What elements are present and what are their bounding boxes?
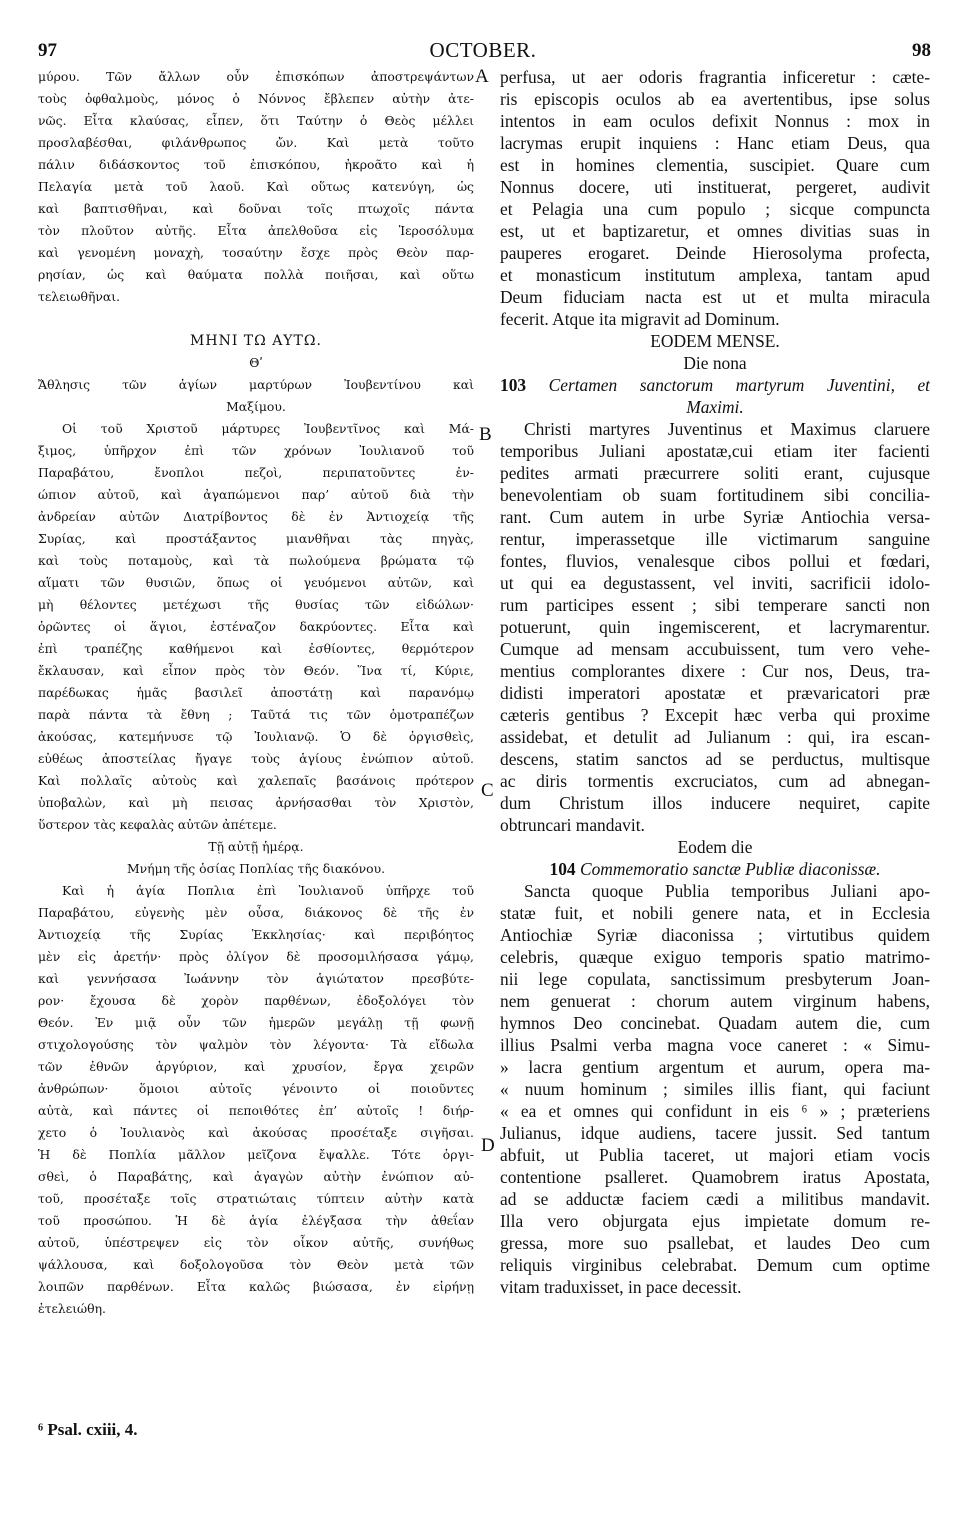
latin-text-line: pedites armati præcurrere soliti erant, cujusque <box>500 463 930 483</box>
entry-title: Commemoratio sanctæ Publiæ diaconissæ. <box>575 859 881 879</box>
latin-text-line: fecerit. Atque ita migravit ad Dominum. <box>500 309 780 329</box>
greek-text-line: ἔκλαυσαν, καὶ εἶπον πρὸς τὸν Θεόν. Ἵνα τί, Κύριε, <box>38 663 474 678</box>
latin-text-line <box>500 374 930 396</box>
latin-text-line: statæ fuit, et nobili genere nata, et in Ecclesia <box>500 903 930 923</box>
latin-text-line: rant. Cum autem in urbe Syriæ Antiochia versa- <box>500 507 930 527</box>
latin-text-line: Deum fiduciam nacta est ut et multa miracula <box>500 287 930 307</box>
latin-text-line: Christi martyres Juventinus et Maximus claruere <box>524 419 930 439</box>
latin-text-line: Antiochiæ Syriæ diaconissa ; virtutibus quidem <box>500 925 930 945</box>
latin-text-line: temporibus Juliani apostatæ,cui etiam iter facienti <box>500 441 930 461</box>
greek-text-line: σθεὶ, ὁ Παραβάτης, καὶ ἀγαγὼν αὐτὴν ἐνώπιον αὐ- <box>38 1169 474 1184</box>
latin-text-line: ad se adductæ faciem cædi a militibus mandavit. <box>500 1189 930 1209</box>
greek-text-line: Μαξίμου. <box>226 399 286 414</box>
greek-text-line: προσλαβέσθαι, φιλάνθρωπος ὤν. Καὶ μετὰ τοῦτο <box>38 135 474 150</box>
greek-text-line: Μνήμη τῆς ὁσίας Ποπλίας τῆς διακόνου. <box>126 861 386 876</box>
latin-text-line: « nuum hominum ; similes illis fiant, qui faciunt <box>500 1079 930 1099</box>
latin-text-line: nem genuerat : chorum autem virginum habens, <box>500 991 930 1011</box>
entry-number: 103 <box>500 375 527 395</box>
latin-text-line: fontes, fluvios, venalesque cibos pollui et fœdari, <box>500 551 930 571</box>
latin-text-line: Sancta quoque Publia temporibus Juliani apo- <box>524 881 930 901</box>
latin-text-line: benevolentiam ob suam fortitudinem sibi concilia- <box>500 485 930 505</box>
greek-text-line: ώπιον αὐτοῦ, καὶ ἀγαπώμενοι παρ’ αὐτοῦ διὰ τὴν <box>38 487 474 502</box>
latin-text-line: contentione psalleret. Quamobrem iratus Apostata, <box>500 1167 930 1187</box>
latin-text-line: intentos in eam oculos defixit Nonnus : mox in <box>500 111 930 131</box>
greek-text-line: ρον· ἔχουσα δὲ χορὸν παρθένων, ἐδοξολόγει τὸν <box>38 993 474 1008</box>
running-title: OCTOBER. <box>429 38 537 62</box>
latin-text-line: Die nona <box>683 353 747 373</box>
greek-text-line: νῶς. Εἶτα κλαύσας, εἶπεν, ὅτι Ταύτην ὁ Θεὸς μέλλει <box>38 113 474 128</box>
latin-text-line: reliquis virginibus celebrabat. Demum cum optime <box>500 1255 930 1275</box>
greek-text-line: Συρίας, καὶ προστάξαντος μιανθῆναι τὰς πηγὰς, <box>38 531 474 546</box>
greek-text-line: Θʹ <box>249 355 263 370</box>
latin-text-line <box>500 858 930 880</box>
latin-text-column <box>500 66 930 1298</box>
latin-text-line: obtruncari mandavit. <box>500 815 645 835</box>
greek-text-line: πάλιν διδάσκοντος τοῦ ἐπισκόπου, ἠκροᾶτο καὶ ἡ <box>38 157 474 172</box>
entry-title: Certamen sanctorum martyrum Juventini, et <box>526 375 930 395</box>
latin-text-line: « ea et omnes qui confidunt in eis ⁶ » ; præteriens <box>500 1101 930 1121</box>
greek-text-line: Παραβάτου, εὐγενὴς μὲν οὖσα, διάκονος δὲ τῆς ἐν <box>38 905 474 920</box>
greek-text-line: ἀκούσας, κατεμήνυσε τῷ Ἰουλιανῷ. Ὁ δὲ ὀργισθεὶς, <box>38 729 474 744</box>
greek-text-line: λοιπῶν παρθένων. Εἶτα καλῶς βιώσασα, ἐν εἰρήνῃ <box>38 1279 474 1294</box>
latin-text-line: est, ut et baptizaretur, et omnes divitias suas in <box>500 221 930 241</box>
latin-text-line: illius Psalmi verba magna voce caneret : « Simu- <box>500 1035 930 1055</box>
latin-text-line: Cumque ad mensam accubuissent, tum vero vehe- <box>500 639 930 659</box>
greek-text-line: καὶ γεννήσασα Ἰωάννην τὸν ἁγιώτατον πρεσβύτε- <box>38 971 474 986</box>
latin-text-line: vitam traduxisset, in pace decessit. <box>500 1277 742 1297</box>
greek-text-column <box>38 66 474 1320</box>
latin-text-line: lacrymas erupit inquiens : Hanc etiam Deus, qua <box>500 133 930 153</box>
greek-text-line: ΜΗΝΙ ΤΩ ΑΥΤΩ. <box>190 333 322 349</box>
latin-text-line: gressa, more suo psallebat, et laudes Deo cum <box>500 1233 930 1253</box>
entry-number: 104 <box>549 859 576 879</box>
greek-text-line: παρὰ πάντα τὰ ἔθνη ; Ταῦτά τις τῶν ὁμοτραπέζων <box>38 707 474 722</box>
latin-text-line: didisti imperatori apostatæ et prævaricatori præ <box>500 683 930 703</box>
latin-text-line: EODEM MENSE. <box>650 331 780 351</box>
greek-text-line: ὕστερον τὰς κεφαλὰς αὐτῶν ἀπέτεμε. <box>38 817 277 832</box>
greek-text-line: τῶν ἐθνῶν ἀργύριον, καὶ χρυσίον, ἔργα χειρῶν <box>38 1059 474 1074</box>
greek-text-line: ἀνδρείαν αὐτῶν Διατρίβοντος δὲ ἐν Ἀντιοχείᾳ τῆς <box>38 509 474 524</box>
greek-text-line: ὁρῶντες οἱ ἅγιοι, ἐστέναζον δακρύοντες. Εἶτα καὶ <box>38 619 474 634</box>
greek-text-line: παρέδωκας ἡμᾶς βασιλεῖ ἀποστάτῃ καὶ παρανόμῳ <box>38 685 474 700</box>
page-number-right: 98 <box>912 40 931 61</box>
greek-text-line: ψάλλουσα, καὶ δοξολογοῦσα τὸν Θεὸν μετὰ τῶν <box>38 1257 474 1272</box>
latin-text-line: hymnos Deo concinebat. Quadam autem die, cum <box>500 1013 930 1033</box>
latin-text-line: ac diris tormentis excruciatos, cum ad abnegan- <box>500 771 930 791</box>
greek-text-line: Ἡ δὲ Ποπλία μᾶλλον μεῖζονα ἔψαλλε. Τότε ὀργι- <box>38 1147 474 1162</box>
greek-text-line: Θεόν. Ἐν μιᾷ οὖν τῶν ἡμερῶν μεγάλῃ τῇ φωνῇ <box>38 1015 474 1030</box>
greek-text-line: χετο ὁ Ἰουλιανὸς καὶ ἀκούσας προσέταξε σιγῆσαι. <box>38 1125 474 1140</box>
latin-text-line: Julianus, idque audiens, tacere jussit. Sed tantum <box>500 1123 930 1143</box>
greek-text-line: ἐπὶ τραπέζης καθήμενοι καὶ ἐσθίοντες, θερμότερον <box>38 641 474 656</box>
greek-text-line: ρησίαν, ὡς καὶ θαύματα πολλὰ ποιῆσαι, καὶ οὕτω <box>38 267 474 282</box>
greek-text-line: Παραβάτου, ἔνοπλοι πεζοὶ, περιπατοῦντες ἐν- <box>38 465 474 480</box>
margin-marker-d: D <box>481 1135 495 1156</box>
greek-text-line: Ἄθλησις τῶν ἁγίων μαρτύρων Ἰουβεντίνου καὶ <box>38 377 474 392</box>
greek-text-line: Καὶ πολλαῖς αὐτοὺς καὶ χαλεπαῖς βασάνοις πρότερον <box>38 773 474 788</box>
latin-text-line: Illa vero objurgata ejus impietate domum re- <box>500 1211 930 1231</box>
latin-text-line: mentius complorantes dixere : Cur nos, Deus, tra- <box>500 661 930 681</box>
greek-text-line: αὐτοῦ, ὑπέστρεψεν εἰς τὸν οἶκον αὐτῆς, συνήθως <box>38 1235 474 1250</box>
latin-text-line: dum Christum illos inducere nequiret, capite <box>500 793 930 813</box>
latin-text-line: descens, statim sanctos ad se perductus, multisque <box>500 749 930 769</box>
greek-text-line: τοὺς ὀφθαλμοὺς, μόνος ὁ Νόννος ἔβλεπεν αὐτὴν ἀτε- <box>38 91 474 106</box>
latin-text-line: abfuit, ut Publia taceret, ut majori etiam vocis <box>500 1145 930 1165</box>
latin-text-line: et Pelagia una cum populo ; sicque compuncta <box>500 199 930 219</box>
margin-marker-b: B <box>479 424 492 445</box>
margin-marker-c: C <box>481 780 494 801</box>
latin-text-line: ut qui ea degustassent, vel inviti, sacrificii idolo- <box>500 573 930 593</box>
footnote: ⁶ Psal. cxiii, 4. <box>38 1420 138 1439</box>
greek-text-line: ξιμος, ὑπῆρχον ἐπὶ τῶν χρόνων Ἰουλιανοῦ τοῦ <box>38 443 474 458</box>
greek-text-line: τὸν πλοῦτον αὐτῆς. Εἶτα ἀπελθοῦσα εἰς Ἱεροσόλυμα <box>38 223 474 238</box>
greek-text-line: Οἱ τοῦ Χριστοῦ μάρτυρες Ἰουβεντῖνος καὶ Μά- <box>62 421 474 436</box>
greek-text-line: στιχολογούσης τὸν ψαλμὸν τὸν λέγοντα· Τὰ εἴδωλα <box>38 1037 474 1052</box>
greek-text-line: μὴ θέλοντες μετέχωσι τῆς θυσίας τῶν εἰδώλων· <box>38 597 474 612</box>
latin-text-line: celebris, quæque exiguo temporis spatio matrimo- <box>500 947 930 967</box>
page-number-left: 97 <box>38 40 57 61</box>
greek-text-line: εὐθέως ἀποστείλας ἤγαγε τοὺς ἁγίους ἐνώπιον αὐτοῦ. <box>38 751 474 766</box>
latin-text-line: Maximi. <box>686 397 744 417</box>
latin-text-line: et monasticum institutum amplexa, tantam apud <box>500 265 930 285</box>
greek-text-line: καὶ βαπτισθῆναι, καὶ δοῦναι τοῖς πτωχοῖς πάντα <box>38 201 474 216</box>
latin-text-line: ris episcopis oculos ab ea avertentibus, ipse solus <box>500 89 930 109</box>
greek-text-line: ὑποβαλὼν, καὶ μὴ πεισας ἀρνήσασθαι τὸν Χριστὸν, <box>38 795 474 810</box>
latin-text-line: Eodem die <box>677 837 753 857</box>
spacer <box>38 308 474 330</box>
latin-text-line: » lacra gentium argentum et aurum, opera ma- <box>500 1057 930 1077</box>
latin-text-line: rum participes essent ; sibi temperare sancti non <box>500 595 930 615</box>
greek-text-line: Ἀντιοχείᾳ τῆς Συρίας Ἐκκλησίας· καὶ περιβόητος <box>38 927 474 942</box>
latin-text-line: perfusa, ut aer odoris fragrantia inficeretur : cæte- <box>500 67 930 87</box>
latin-text-line: cæteris gentibus ? Excepit hæc verba qui proxime <box>500 705 930 725</box>
greek-text-line: Πελαγία μετὰ τοῦ λαοῦ. Καὶ οὕτως κατενύγη, ὡς <box>38 179 474 194</box>
margin-marker-a: A <box>475 66 489 87</box>
page-header <box>0 0 966 62</box>
greek-text-line: τοῦ, προσέταξε τοῖς στρατιώταις τύπτειν αὐτὴν κατὰ <box>38 1191 474 1206</box>
greek-text-line: μύρου. Τῶν ἄλλων οὖν ἐπισκόπων ἀποστρεψάντων <box>38 69 474 84</box>
greek-text-line: καὶ τοὺς ποταμοὺς, καὶ τὰ πωλούμενα βρώματα τῷ <box>38 553 474 568</box>
greek-text-line: καὶ γενομένη μοναχὴ, τοσαύτην ἔσχε πρὸς Θεὸν παρ- <box>38 245 474 260</box>
latin-text-line: pauperes erogaret. Deinde Hierosolyma profecta, <box>500 243 930 263</box>
latin-text-line: potuerunt, quin ingemiscerent, et lacrymarentur. <box>500 617 930 637</box>
latin-text-line: nii lege copulata, sanctissimum presbyterum Joan- <box>500 969 930 989</box>
greek-text-line: τοῦ προσώπου. Ἡ δὲ ἁγία ἐλέγξασα τὴν ἀθεΐαν <box>38 1213 474 1228</box>
greek-text-line: μὲν εἰς ἀρετήν· πρὸς ὀλίγον δὲ προσομιλήσασα γάμῳ, <box>38 949 474 964</box>
greek-text-line: αὐτὰ, καὶ πάντες οἱ πεποιθότες ἐπ’ αὐτοῖς ! διήρ- <box>38 1103 474 1118</box>
greek-text-line: Καὶ ἡ ἁγία Ποπλια ἐπὶ Ἰουλιανοῦ ὑπῆρχε τοῦ <box>62 883 474 898</box>
greek-text-line: ἐτελειώθη. <box>38 1301 106 1316</box>
greek-text-line: τελειωθῆναι. <box>38 289 121 304</box>
greek-text-line: Τῇ αὐτῇ ἡμέρᾳ. <box>208 839 304 854</box>
latin-text-line: est in homines clementia, suscipiet. Quare cum <box>500 155 930 175</box>
greek-text-line: αἵματι τῶν θυσιῶν, ὅπως οἱ γευόμενοι αὐτῶν, καὶ <box>38 575 474 590</box>
latin-text-line: Nonnus docere, uti instituerat, pergeret, audivit <box>500 177 930 197</box>
latin-text-line: rentur, imperassetque ille victimarum sanguine <box>500 529 930 549</box>
greek-text-line: ἀνθρώπων· ὅμοιοι αὐτοῖς γένοιντο οἱ ποιοῦντες <box>38 1081 474 1096</box>
latin-text-line: assidebat, et detulit ad Julianum : qui, ira escan- <box>500 727 930 747</box>
